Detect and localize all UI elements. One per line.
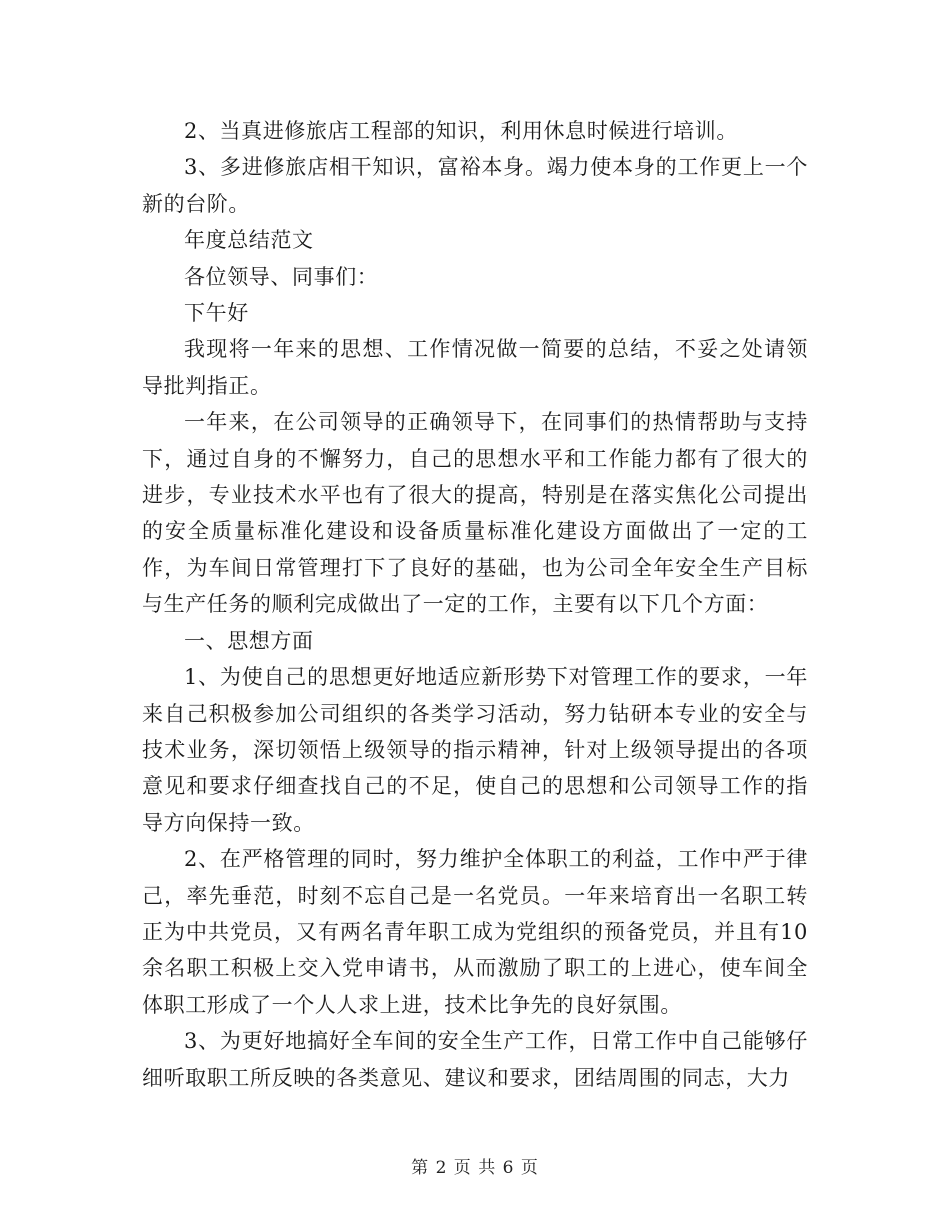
page-number-footer: 第 2 页 共 6 页 — [411, 1158, 539, 1178]
paragraph-point-3: 3、为更好地搞好全车间的安全生产工作，日常工作中自己能够仔细听取职工所反映的各类意见、建议和要求，团结周围的同志，大力 — [142, 1029, 808, 1090]
document-body — [142, 113, 808, 1096]
paragraph-1: 2、当真进修旅店工程部的知识，利用休息时候进行培训。 — [184, 119, 738, 143]
paragraph-point-2: 2、在严格管理的同时，努力维护全体职工的利益，工作中严于律己，率先垂范，时刻不忘自己是一名党员。一年来培育出一名职工转正为中共党员，又有两名青年职工成为党组织的预备党员，并且有10余名职工积极上交入党申请书，从而激励了职工的上进心，使车间全体职工形成了一个人人求上进，技术比争先的良好氛围。 — [142, 847, 808, 1017]
paragraph-intro: 我现将一年来的思想、工作情况做一简要的总结，不妥之处请领导批判指正。 — [142, 337, 808, 398]
paragraph-overview: 一年来，在公司领导的正确领导下，在同事们的热情帮助与支持下，通过自身的不懈努力，自己的思想水平和工作能力都有了很大的进步，专业技术水平也有了很大的提高，特别是在落实焦化公司提出的安全质量标准化建设和设备质量标准化建设方面做出了一定的工作，为车间日常管理打下了良好的基础，也为公司全年安全生产目标与生产任务的顺利完成做出了一定的工作，主要有以下几个方面： — [142, 410, 808, 617]
section-heading: 年度总结范文 — [184, 228, 314, 253]
paragraph-2: 3、多进修旅店相干知识，富裕本身。竭力使本身的工作更上一个新的台阶。 — [142, 155, 808, 216]
paragraph-point-1: 1、为使自己的思想更好地适应新形势下对管理工作的要求，一年来自己积极参加公司组织的各类学习活动，努力钻研本专业的安全与技术业务，深切领悟上级领导的指示精神，针对上级领导提出的各项意见和要求仔细查找自己的不足，使自己的思想和公司领导工作的指导方向保持一致。 — [142, 665, 808, 835]
greeting: 下午好 — [184, 301, 249, 326]
subheading-thought: 一、思想方面 — [184, 628, 314, 653]
salutation: 各位领导、同事们： — [184, 264, 379, 289]
